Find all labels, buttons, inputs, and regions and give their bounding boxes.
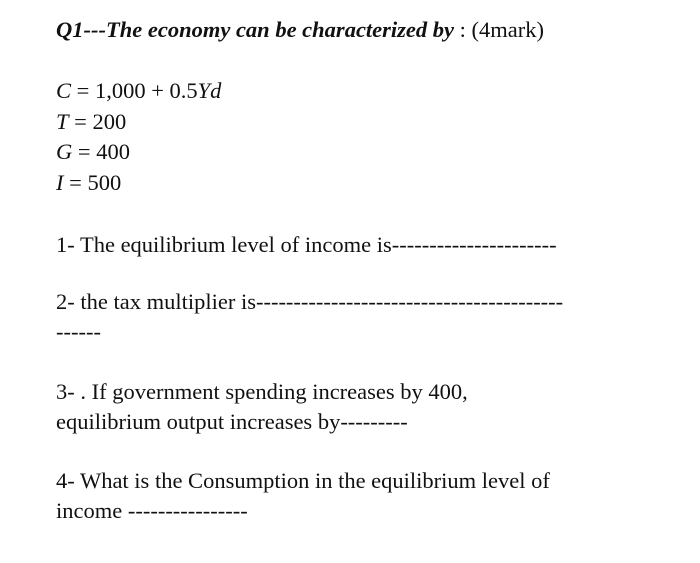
document-page (56, 14, 666, 526)
equation-list (56, 76, 666, 198)
equation-expression: = 500 (63, 169, 122, 195)
equation-tail-variable: Yd (197, 78, 222, 103)
question-2-line-2: ------ (56, 319, 101, 344)
equation-taxes (56, 107, 666, 138)
equation-variable: T (56, 108, 69, 134)
question-heading (56, 14, 666, 46)
equation-variable: G (56, 139, 73, 164)
equation-government (56, 137, 666, 168)
question-heading-lead: Q1---The economy can be characterized by (56, 17, 455, 42)
equation-investment (56, 168, 666, 199)
equation-variable: C (56, 78, 72, 103)
equation-variable: I (56, 169, 64, 195)
question-2 (56, 287, 666, 347)
question-2-line-1: 2- the tax multiplier is----------------------------------------- (56, 289, 564, 314)
question-marks: : (4mark) (454, 17, 544, 42)
question-4: 4- What is the Consumption in the equilibrium level of income ---------------- (56, 468, 550, 523)
equation-consumption (56, 76, 666, 107)
equation-expression: = 400 (72, 139, 130, 164)
question-1: 1- The equilibrium level of income is---------------------- (56, 232, 557, 257)
equation-expression: = 200 (68, 108, 127, 134)
question-3: 3- . If government spending increases by 400, equilibrium output increases by--------- (56, 379, 468, 434)
equation-expression: = 1,000 + 0.5 (71, 78, 198, 103)
